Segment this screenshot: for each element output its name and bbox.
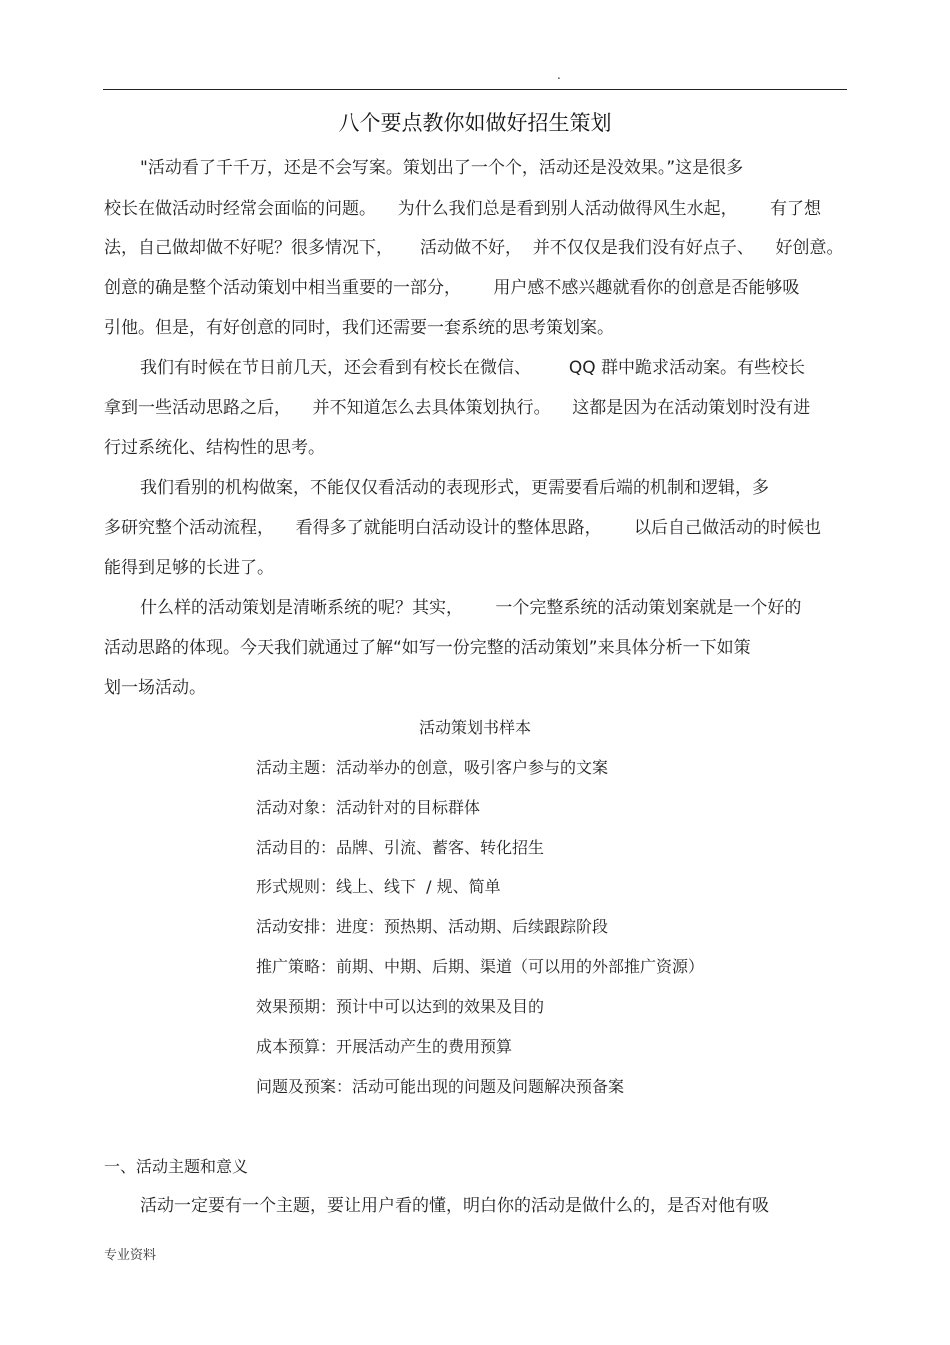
paragraph-4-line-1: 什么样的活动策划是清晰系统的呢？其实， 一个完整系统的活动策划案就是一个好的 bbox=[140, 598, 802, 618]
paragraph-3-line-2: 多研究整个活动流程， 看得多了就能明白活动设计的整体思路， 以后自己做活动的时候也 bbox=[104, 518, 822, 538]
sample-item: 成本预算：开展活动产生的费用预算 bbox=[256, 1037, 513, 1056]
sample-item: 推广策略：前期、中期、后期、渠道（可以用的外部推广资源） bbox=[256, 957, 705, 976]
paragraph-1-line-2: 校长在做活动时经常会面临的问题。 为什么我们总是看到别人活动做得风生水起， 有了想 bbox=[104, 199, 822, 219]
header-mark: . bbox=[557, 68, 561, 82]
document-title: 八个要点教你如做好招生策划 bbox=[338, 111, 612, 135]
paragraph-1-line-4: 创意的确是整个活动策划中相当重要的一部分， 用户感不感兴趣就看你的创意是否能够吸 bbox=[104, 278, 800, 298]
paragraph-1-line-1: "活动看了千千万，还是不会写案。策划出了一个个，活动还是没效果。”这是很多 bbox=[140, 158, 744, 178]
sample-item: 活动主题：活动举办的创意，吸引客户参与的文案 bbox=[256, 758, 609, 777]
paragraph-2-line-3: 行过系统化、结构性的思考。 bbox=[104, 438, 325, 458]
paragraph-4-line-2: 活动思路的体现。今天我们就通过了解“如写一份完整的活动策划”来具体分析一下如策 bbox=[104, 638, 751, 658]
sample-title: 活动策划书样本 bbox=[418, 718, 531, 737]
paragraph-4-line-3: 划一场活动。 bbox=[104, 678, 206, 698]
paragraph-1-line-5: 引他。但是，有好创意的同时，我们还需要一套系统的思考策划案。 bbox=[104, 318, 614, 338]
paragraph-3-line-1: 我们看别的机构做案，不能仅仅看活动的表现形式，更需要看后端的机制和逻辑，多 bbox=[140, 478, 769, 498]
sample-item: 活动目的：品牌、引流、蓄客、转化招生 bbox=[256, 838, 545, 857]
paragraph-2-line-1: 我们有时候在节日前几天，还会看到有校长在微信、 QQ 群中跪求活动案。有些校长 bbox=[140, 358, 805, 378]
sample-item: 效果预期：预计中可以达到的效果及目的 bbox=[256, 997, 545, 1016]
sample-item: 活动对象：活动针对的目标群体 bbox=[256, 798, 481, 817]
paragraph-2-line-2: 拿到一些活动思路之后， 并不知道怎么去具体策划执行。 这都是因为在活动策划时没有进 bbox=[104, 398, 811, 418]
paragraph-1-line-3: 法，自己做却做不好呢？很多情况下， 活动做不好， 并不仅仅是我们没有好点子、 好创意。 bbox=[104, 238, 844, 258]
sample-item: 活动安排：进度：预热期、活动期、后续跟踪阶段 bbox=[256, 917, 609, 936]
section-1-line-1: 活动一定要有一个主题，要让用户看的懂，明白你的活动是做什么的，是否对他有吸 bbox=[140, 1196, 769, 1216]
sample-item: 问题及预案：活动可能出现的问题及问题解决预备案 bbox=[256, 1077, 625, 1096]
paragraph-3-line-3: 能得到足够的长进了。 bbox=[104, 558, 274, 578]
sample-item: 形式规则：线上、线下 / 规、简单 bbox=[256, 877, 501, 896]
header-divider bbox=[103, 89, 847, 90]
footer-label: 专业资料 bbox=[104, 1248, 157, 1263]
section-heading: 一、活动主题和意义 bbox=[104, 1157, 249, 1176]
